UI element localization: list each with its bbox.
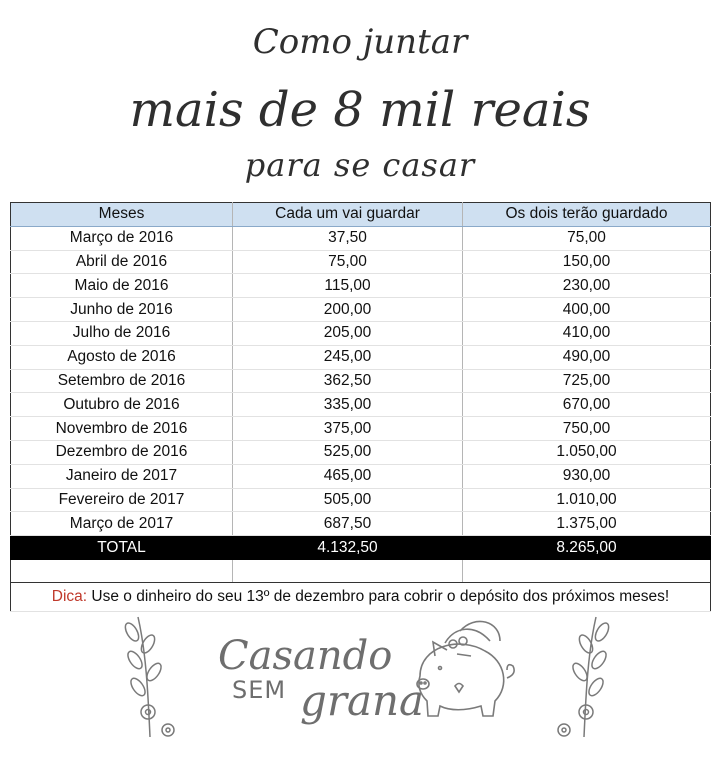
cell-both-saved: 670,00 <box>463 393 711 417</box>
table-row <box>11 345 711 369</box>
table-row <box>11 512 711 536</box>
cell-both-saved: 490,00 <box>463 345 711 369</box>
cell-month: Abril de 2016 <box>11 250 233 274</box>
table-row <box>11 250 711 274</box>
cell-each-saves: 525,00 <box>233 440 463 464</box>
cell-both-saved: 75,00 <box>463 226 711 250</box>
table-header-row <box>11 203 711 227</box>
table-row <box>11 226 711 250</box>
cell-month: Junho de 2016 <box>11 298 233 322</box>
logo-text-sem: SEM <box>232 676 287 704</box>
cell-each-saves: 505,00 <box>233 488 463 512</box>
cell-month: Outubro de 2016 <box>11 393 233 417</box>
cell-both-saved: 400,00 <box>463 298 711 322</box>
cell-each-saves: 245,00 <box>233 345 463 369</box>
cell-each-saves: 687,50 <box>233 512 463 536</box>
table-row <box>11 274 711 298</box>
cell-each-saves: 335,00 <box>233 393 463 417</box>
cell-month: Julho de 2016 <box>11 321 233 345</box>
cell-month: Março de 2016 <box>11 226 233 250</box>
table-row <box>11 488 711 512</box>
leaf-branch-icon <box>546 612 616 752</box>
table-row <box>11 369 711 393</box>
cell-each-saves: 37,50 <box>233 226 463 250</box>
logo-text-casando: Casando <box>218 633 393 679</box>
cell-month: Maio de 2016 <box>11 274 233 298</box>
title-line-2: mais de 8 mil reais <box>129 82 591 138</box>
cell-each-saves: 362,50 <box>233 369 463 393</box>
total-row <box>11 536 711 560</box>
tip-text: Use o dinheiro do seu 13º de dezembro para cobrir o depósito dos próximos meses! <box>87 587 670 605</box>
cell-each-saves: 465,00 <box>233 464 463 488</box>
piggy-bank-icon <box>405 616 525 726</box>
table-row <box>11 440 711 464</box>
cell-both-saved: 1.050,00 <box>463 440 711 464</box>
blank-row <box>11 559 711 582</box>
cell-each-saves: 75,00 <box>233 250 463 274</box>
logo-text-grana: grana <box>300 676 425 725</box>
cell-month: Agosto de 2016 <box>11 345 233 369</box>
cell-month: Dezembro de 2016 <box>11 440 233 464</box>
tip-row <box>11 582 711 611</box>
cell-both-saved: 1.375,00 <box>463 512 711 536</box>
tip-label: Dica: <box>51 587 88 605</box>
cell-month: Janeiro de 2017 <box>11 464 233 488</box>
header-os-dois: Os dois terão guardado <box>463 203 711 227</box>
cell-both-saved: 750,00 <box>463 417 711 441</box>
table-row <box>11 393 711 417</box>
cell-month: Novembro de 2016 <box>11 417 233 441</box>
cell-month: Fevereiro de 2017 <box>11 488 233 512</box>
tip-cell <box>11 582 711 611</box>
cell-both-saved: 1.010,00 <box>463 488 711 512</box>
table-row <box>11 321 711 345</box>
total-cada-um: 4.132,50 <box>233 536 463 560</box>
cell-each-saves: 200,00 <box>233 298 463 322</box>
table-row <box>11 298 711 322</box>
cell-both-saved: 725,00 <box>463 369 711 393</box>
table-row <box>11 417 711 441</box>
cell-each-saves: 115,00 <box>233 274 463 298</box>
leaf-branch-icon <box>118 612 188 752</box>
total-label: TOTAL <box>11 536 233 560</box>
title-line-3: para se casar <box>244 146 476 184</box>
savings-table <box>10 202 711 612</box>
cell-month: Setembro de 2016 <box>11 369 233 393</box>
cell-each-saves: 375,00 <box>233 417 463 441</box>
table-row <box>11 464 711 488</box>
cell-each-saves: 205,00 <box>233 321 463 345</box>
title-line-1: Como juntar <box>252 22 468 62</box>
header-meses: Meses <box>11 203 233 227</box>
cell-both-saved: 230,00 <box>463 274 711 298</box>
cell-month: Março de 2017 <box>11 512 233 536</box>
cell-both-saved: 930,00 <box>463 464 711 488</box>
header-cada-um: Cada um vai guardar <box>233 203 463 227</box>
total-os-dois: 8.265,00 <box>463 536 711 560</box>
cell-both-saved: 150,00 <box>463 250 711 274</box>
cell-both-saved: 410,00 <box>463 321 711 345</box>
